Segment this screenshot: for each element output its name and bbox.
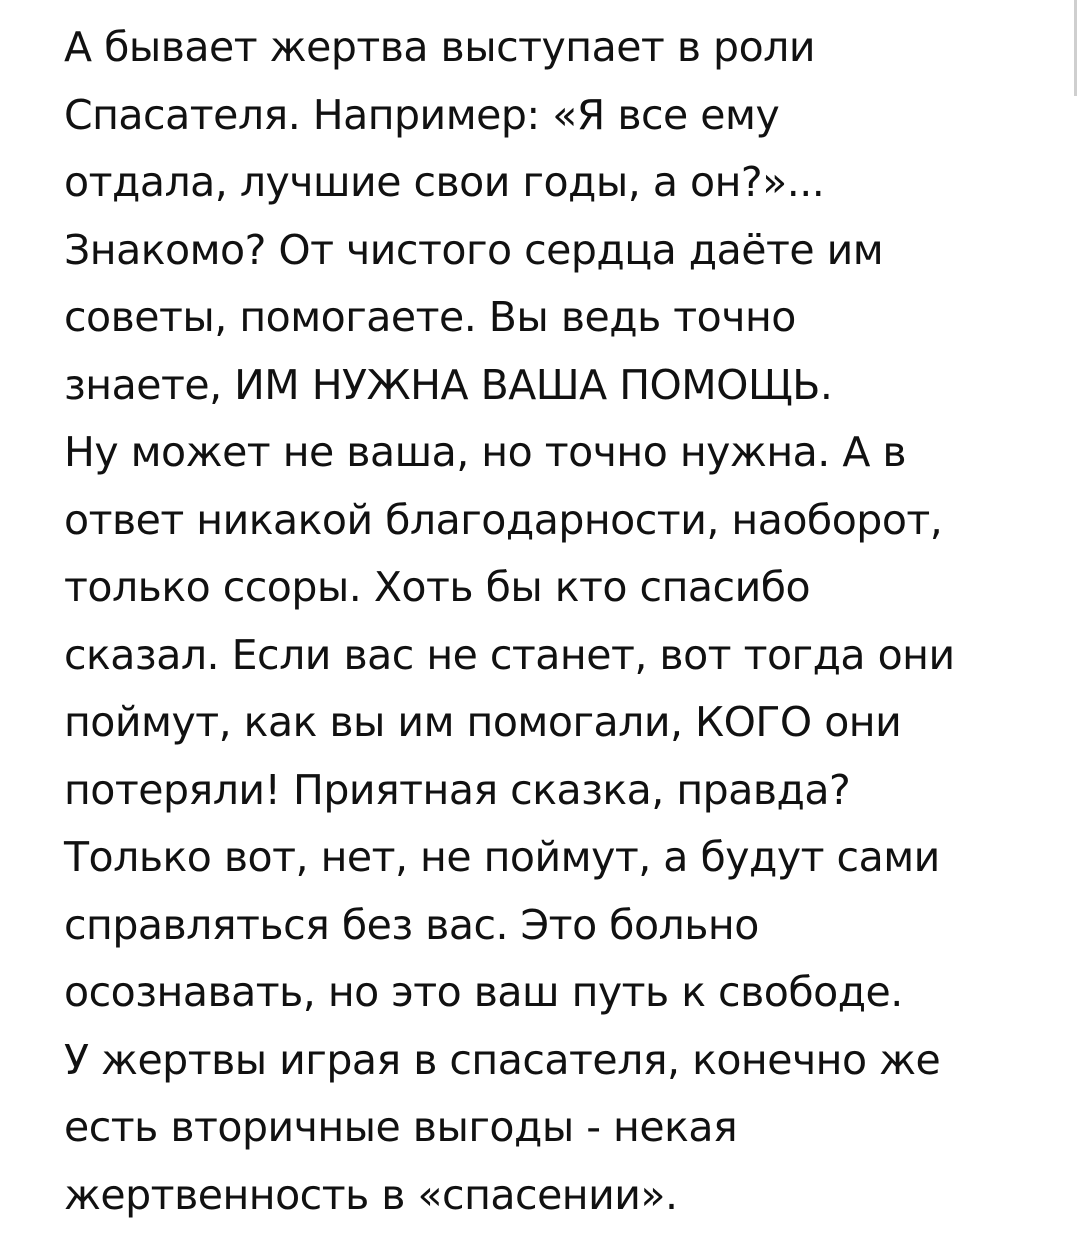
text-line: потеряли! Приятная сказка, правда? [64,765,851,814]
text-line: У жертвы играя в спасателя, конечно же [64,1035,941,1084]
text-line: Ну может не ваша, но точно нужна. А в [64,428,907,476]
edge-divider [1074,0,1077,96]
body-text [64,14,1044,1229]
text-line: есть вторичные выгоды - некая [64,1103,738,1151]
text-line: Знакомо? От чистого сердца даёте им [64,225,884,274]
text-line: Только вот, нет, не поймут, а будут сами [64,833,940,881]
text-line: Спасателя. Например: «Я все ему [64,90,780,139]
text-line: ответ никакой благодарности, наоборот, [64,495,943,544]
text-line: только ссоры. Хоть бы кто спасибо [64,563,811,611]
text-line: отдала, лучшие свои годы, а он?»... [64,158,825,206]
text-line: советы, помогаете. Вы ведь точно [64,293,796,341]
text-line: справляться без вас. Это больно [64,900,759,949]
text-line: осознавать, но это ваш путь к свободе. [64,968,903,1016]
text-line: поймут, как вы им помогали, КОГО они [64,698,902,746]
text-line: сказал. Если вас не станет, вот тогда они [64,630,955,679]
text-line: жертвенность в «спасении». [64,1170,678,1219]
text-line: А бывает жертва выступает в роли [64,23,816,71]
text-line: знаете, ИМ НУЖНА ВАША ПОМОЩЬ. [64,360,833,409]
